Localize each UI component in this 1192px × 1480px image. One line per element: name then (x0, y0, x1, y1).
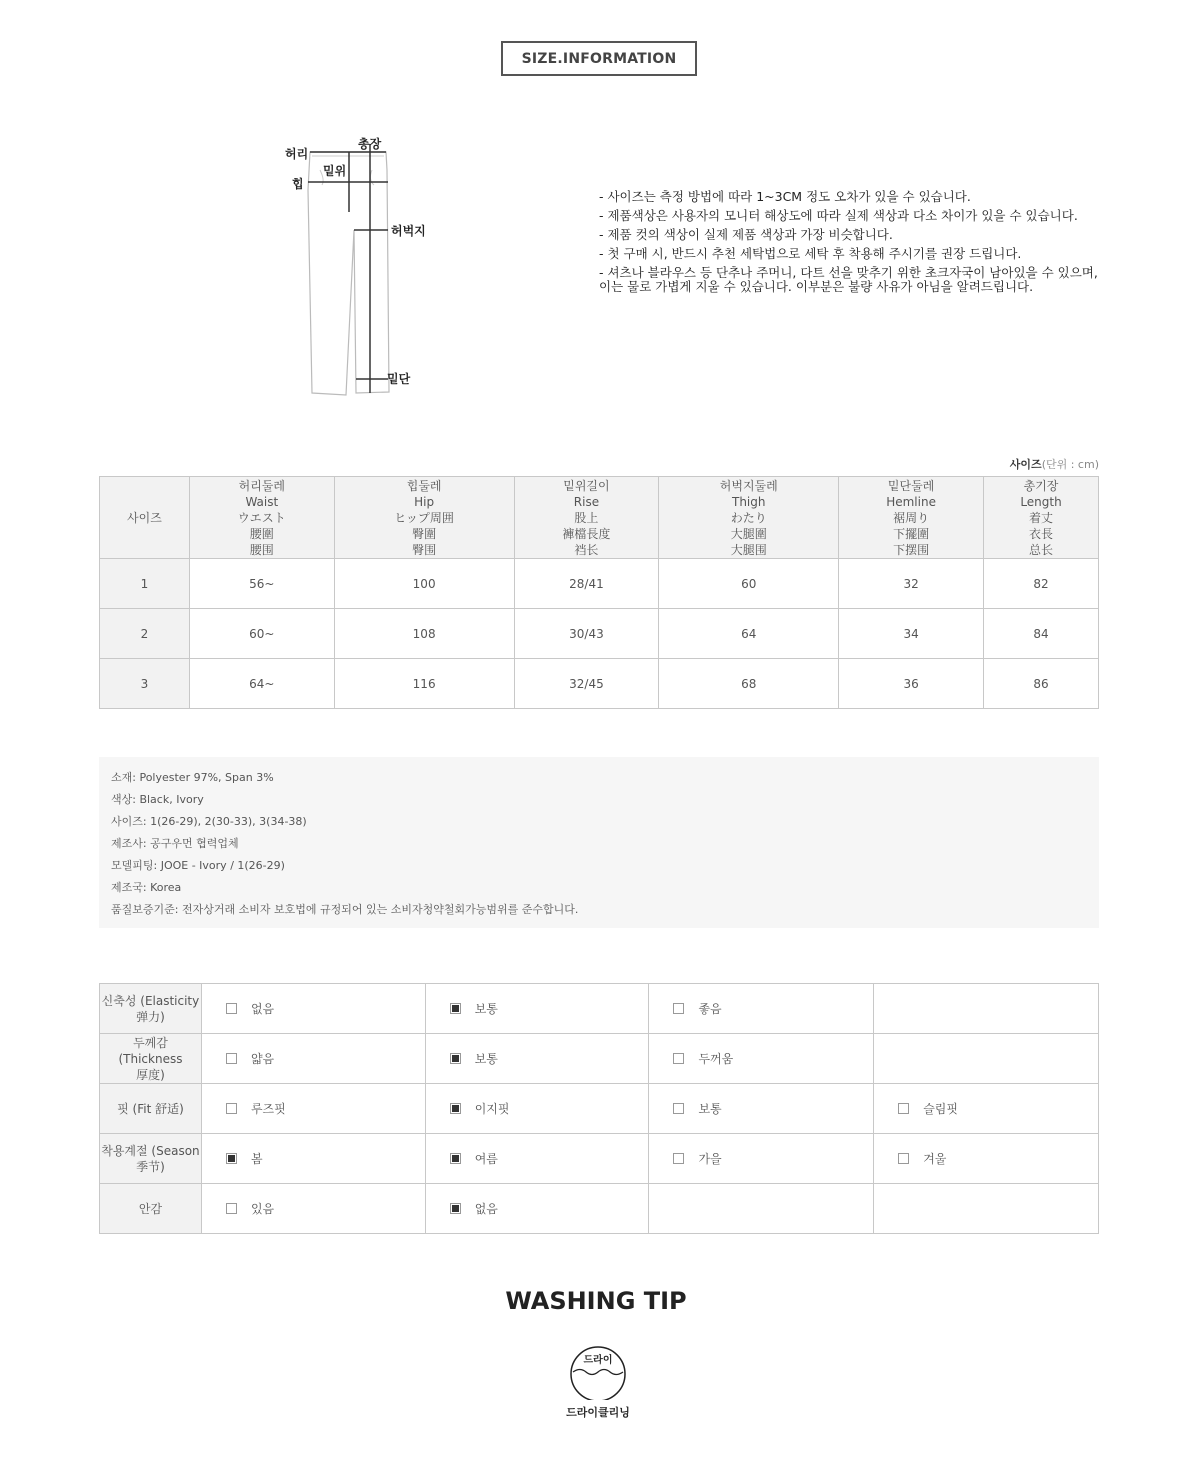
pants-outline-icon (270, 130, 470, 410)
feature-option-label: 겨울 (923, 1152, 947, 1166)
checkbox-checked-icon[interactable] (226, 1153, 237, 1164)
diagram-label-hip: 힙 (292, 177, 304, 191)
feature-option-label: 좋음 (698, 1002, 722, 1016)
size-cell: 3 (100, 659, 190, 709)
feature-row (100, 1184, 1099, 1234)
checkbox-empty-icon[interactable] (673, 1003, 684, 1014)
feature-row (100, 1134, 1099, 1184)
info-model-fitting: 모델피팅: JOOE - Ivory / 1(26-29) (111, 859, 285, 872)
value-cell: 64~ (189, 659, 334, 709)
feature-label (100, 1034, 202, 1084)
checkbox-checked-icon[interactable] (450, 1003, 461, 1014)
feature-option-label: 보통 (698, 1102, 722, 1116)
table-row (100, 609, 1099, 659)
feature-option[interactable] (425, 1084, 649, 1134)
feature-row (100, 1084, 1099, 1134)
header-size: 사이즈 (100, 477, 190, 559)
value-cell: 86 (984, 659, 1099, 709)
checkbox-empty-icon[interactable] (673, 1153, 684, 1164)
value-cell: 60~ (189, 609, 334, 659)
page-title: SIZE.INFORMATION (501, 41, 697, 76)
note-line: - 제품색상은 사용자의 모니터 해상도에 따라 실제 색상과 다소 차이가 있을 수 있습니다. (599, 208, 1078, 223)
product-info (99, 757, 1099, 928)
feature-label-line: 厚度) (136, 1067, 165, 1082)
value-cell: 30/43 (514, 609, 659, 659)
feature-option[interactable] (201, 1084, 425, 1134)
info-country: 제조국: Korea (111, 881, 182, 894)
header-rise: 밑위길이 Rise 股上 褲檔長度 裆长 (514, 477, 659, 559)
feature-option[interactable] (649, 1034, 874, 1084)
feature-option-label: 보통 (474, 1052, 498, 1066)
checkbox-empty-icon[interactable] (673, 1053, 684, 1064)
feature-option-label: 얇음 (250, 1052, 275, 1066)
feature-option-label: 있음 (250, 1202, 275, 1216)
feature-label-line: 季节) (136, 1159, 165, 1174)
diagram-label-waist: 허리 (285, 147, 309, 161)
washing-title: WASHING TIP (505, 1287, 687, 1315)
info-color: 색상: Black, Ivory (111, 793, 204, 806)
feature-label (100, 984, 202, 1034)
checkbox-empty-icon[interactable] (226, 1103, 237, 1114)
size-table-header (100, 477, 1099, 559)
pants-diagram (270, 130, 470, 410)
unit-note: (단위 : cm) (1041, 458, 1099, 471)
header-hip: 힙둘레 Hip ヒップ周囲 臀圍 臀围 (334, 477, 514, 559)
feature-label (100, 1184, 202, 1234)
feature-option (874, 984, 1099, 1034)
checkbox-empty-icon[interactable] (898, 1153, 909, 1164)
feature-option-label: 두꺼움 (698, 1052, 734, 1066)
header-waist: 허리둘레 Waist ウエスト 腰圍 腰围 (189, 477, 334, 559)
info-manufacturer: 제조사: 공구우먼 협력업체 (111, 837, 239, 850)
header-length: 총기장 Length 着丈 衣長 总长 (984, 477, 1099, 559)
checkbox-empty-icon[interactable] (898, 1103, 909, 1114)
feature-option-label: 이지핏 (474, 1102, 510, 1116)
value-cell: 56~ (189, 559, 334, 609)
feature-option[interactable] (201, 984, 425, 1034)
value-cell: 82 (984, 559, 1099, 609)
info-material: 소재: Polyester 97%, Span 3% (111, 771, 274, 784)
diagram-label-length: 총장 (358, 137, 382, 151)
feature-option-label: 루즈핏 (250, 1102, 286, 1116)
feature-option-label: 봄 (250, 1152, 263, 1166)
feature-label-line: 핏 (Fit 舒适) (117, 1101, 184, 1116)
dry-clean-label: 드라이클리닝 (566, 1406, 630, 1419)
feature-row (100, 984, 1099, 1034)
feature-option[interactable] (425, 1034, 649, 1084)
info-size: 사이즈: 1(26-29), 2(30-33), 3(34-38) (111, 815, 307, 828)
feature-row (100, 1034, 1099, 1084)
feature-label-line: 弹力) (136, 1009, 165, 1024)
feature-table (99, 983, 1099, 1234)
size-unit-label (1010, 456, 1099, 472)
checkbox-checked-icon[interactable] (450, 1103, 461, 1114)
note-line: - 사이즈는 측정 방법에 따라 1~3CM 정도 오차가 있을 수 있습니다. (599, 189, 971, 204)
feature-label-line: 신축성 (Elasticity (101, 993, 200, 1008)
checkbox-empty-icon[interactable] (226, 1203, 237, 1214)
value-cell: 100 (334, 559, 514, 609)
feature-option[interactable] (649, 1134, 874, 1184)
table-row (100, 659, 1099, 709)
checkbox-empty-icon[interactable] (673, 1103, 684, 1114)
feature-label-line: 두께감 (Thickness (118, 1035, 183, 1066)
size-notes (599, 187, 1099, 294)
feature-option-label: 보통 (474, 1002, 498, 1016)
feature-option-label: 여름 (474, 1152, 498, 1166)
info-quality: 품질보증기준: 전자상거래 소비자 보호법에 규정되어 있는 소비자청약철회가능범위를 준수합니다. (111, 903, 579, 916)
feature-label (100, 1084, 202, 1134)
value-cell: 108 (334, 609, 514, 659)
feature-label-line: 안감 (138, 1201, 163, 1216)
note-line: - 첫 구매 시, 반드시 추천 세탁법으로 세탁 후 착용해 주시기를 권장 드립니다. (599, 246, 1022, 261)
feature-option-label: 없음 (250, 1002, 275, 1016)
feature-option (649, 1184, 874, 1234)
checkbox-empty-icon[interactable] (226, 1003, 237, 1014)
value-cell: 84 (984, 609, 1099, 659)
value-cell: 28/41 (514, 559, 659, 609)
value-cell: 64 (659, 609, 839, 659)
checkbox-checked-icon[interactable] (450, 1053, 461, 1064)
value-cell: 32 (839, 559, 984, 609)
diagram-label-thigh: 허벅지 (391, 224, 426, 238)
value-cell: 60 (659, 559, 839, 609)
size-cell: 1 (100, 559, 190, 609)
feature-option (874, 1034, 1099, 1084)
table-row (100, 559, 1099, 609)
feature-option (874, 1184, 1099, 1234)
checkbox-empty-icon[interactable] (226, 1053, 237, 1064)
diagram-label-hem: 밑단 (387, 372, 411, 386)
size-cell: 2 (100, 609, 190, 659)
feature-option[interactable] (425, 984, 649, 1034)
feature-option[interactable] (874, 1134, 1099, 1184)
feature-label-line: 착용계절 (Season (101, 1143, 200, 1158)
feature-option[interactable] (201, 1034, 425, 1084)
value-cell: 116 (334, 659, 514, 709)
diagram-label-rise: 밑위 (323, 164, 347, 178)
checkbox-checked-icon[interactable] (450, 1203, 461, 1214)
feature-option[interactable] (201, 1134, 425, 1184)
size-table (99, 476, 1099, 709)
note-line: - 제품 컷의 색상이 실제 제품 색상과 가장 비슷합니다. (599, 227, 893, 242)
feature-option-label: 가을 (698, 1152, 722, 1166)
note-line: - 셔츠나 블라우스 등 단추나 주머니, 다트 선을 맞추기 위한 초크자국이 남아있을 수 있으며, 이는 물로 가볍게 지울 수 있습니다. 이부분은 불량 사유가 아님을 알려드립니다. (599, 265, 1098, 294)
value-cell: 68 (659, 659, 839, 709)
feature-option-label: 슬림핏 (923, 1102, 958, 1116)
unit-title: 사이즈 (1009, 458, 1042, 471)
dry-clean-icon-text: 드라이 (583, 1355, 613, 1366)
feature-option[interactable] (201, 1184, 425, 1234)
feature-option[interactable] (649, 1084, 874, 1134)
feature-option[interactable] (425, 1134, 649, 1184)
value-cell: 32/45 (514, 659, 659, 709)
value-cell: 36 (839, 659, 984, 709)
feature-option[interactable] (874, 1084, 1099, 1134)
header-thigh: 허벅지둘레 Thigh わたり 大腿圍 大腿围 (659, 477, 839, 559)
feature-label (100, 1134, 202, 1184)
feature-option[interactable] (649, 984, 874, 1034)
value-cell: 34 (839, 609, 984, 659)
header-hemline: 밑단둘레 Hemline 裾周り 下擺圍 下摆围 (839, 477, 984, 559)
feature-option[interactable] (425, 1184, 649, 1234)
feature-option-label: 없음 (474, 1202, 498, 1216)
checkbox-checked-icon[interactable] (450, 1153, 461, 1164)
